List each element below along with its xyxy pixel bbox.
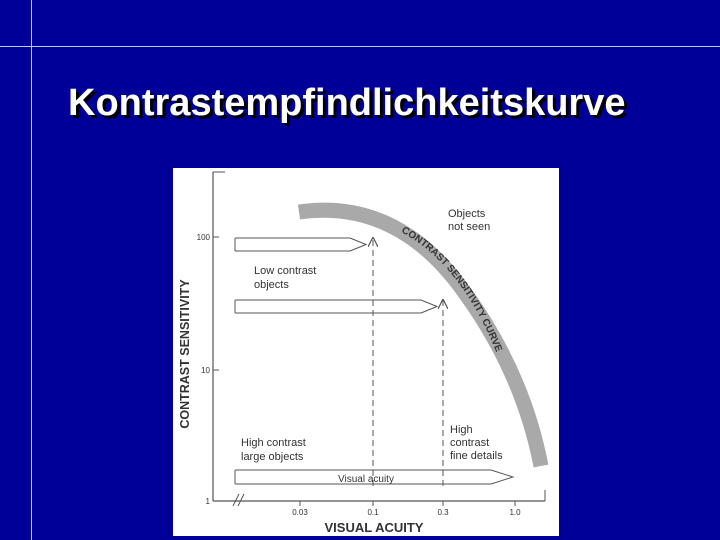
x-tick-0-03: 0.03 (292, 508, 308, 517)
horizontal-divider-line (0, 46, 720, 47)
annotation-visual-acuity: Visual acuity (338, 474, 394, 485)
y-tick-100: 100 (196, 233, 210, 242)
y-tick-1: 1 (205, 497, 210, 506)
arrow-upper (235, 238, 366, 251)
slide-title: Kontrastempfindlichkeitskurve (68, 82, 626, 124)
annotation-low-contrast: Low contrast objects (254, 265, 317, 291)
annotation-high-contrast-large: High contrast large objects (241, 437, 306, 463)
contrast-sensitivity-figure (173, 168, 559, 536)
curve-label: CONTRAST SENSITIVITY CURVE (399, 224, 504, 354)
annotation-objects-not-seen: Objects not seen (448, 208, 491, 233)
x-tick-0-3: 0.3 (437, 508, 449, 517)
vertical-divider-line (31, 0, 32, 540)
arrow-middle (235, 300, 437, 313)
contrast-sensitivity-curve (299, 210, 541, 466)
x-tick-0-1: 0.1 (367, 508, 379, 517)
y-tick-10: 10 (201, 366, 210, 375)
x-tick-1-0: 1.0 (509, 508, 521, 517)
y-axis-label: CONTRAST SENSITIVITY (178, 279, 192, 429)
annotation-high-contrast-fine: High contrast fine details (450, 424, 503, 462)
x-axis-label: VISUAL ACUITY (324, 520, 424, 535)
